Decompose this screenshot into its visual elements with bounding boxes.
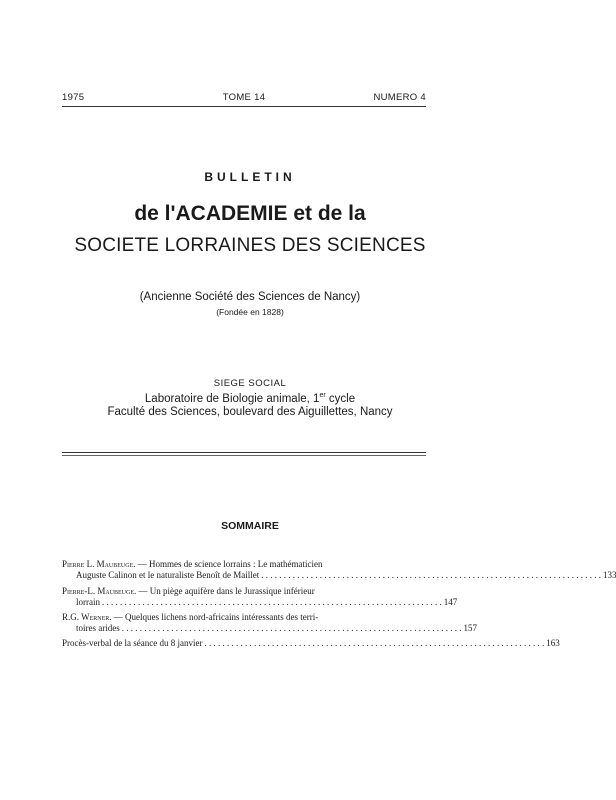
faculty-address: Faculté des Sciences, boulevard des Aiguillettes, Nancy [107,406,393,418]
toc-entry [62,612,477,634]
toc-leader-dots: . . . . . . . . . . . . . . . . . . . . . . . . . . . . . . . . . . . . . . . . . . . . . . . . . . . . . . . . . . . . . . . . . . . . . . . . . . . . [121,623,462,633]
siege-social-label: SIEGE SOCIAL [213,378,287,389]
toc-page-number: 147 [443,597,458,607]
title-line-1: de l'ACADEMIE et de la [134,202,366,225]
toc-entry [62,559,616,581]
toc-author: R.G. Werner. [62,612,112,622]
founded-date: (Fondée en 1828) [216,307,284,317]
toc-page-number: 157 [463,623,477,633]
toc-page-number: 163 [546,638,560,648]
toc-leader-dots: . . . . . . . . . . . . . . . . . . . . . . . . . . . . . . . . . . . . . . . . . . . . . . . . . . . . . . . . . . . . . . . . . . . . . . . . . . . . [102,597,442,607]
header-year: 1975 [62,92,85,103]
sommaire-heading: SOMMAIRE [221,520,279,532]
lab-prefix: Laboratoire de Biologie animale, 1 [144,392,320,405]
toc-leader-dots: . . . . . . . . . . . . . . . . . . . . . . . . . . . . . . . . . . . . . . . . . . . . . . . . . . . . . . . . . . . . . . . . . . . . . . . . . . . . [261,570,601,580]
section-rule-top [62,452,426,453]
toc-leader-dots: . . . . . . . . . . . . . . . . . . . . . . . . . . . . . . . . . . . . . . . . . . . . . . . . . . . . . . . . . . . . . . . . . . . . . . . . . . . . [204,638,545,648]
laboratory-address [30,392,470,405]
toc-title-line: — Un piège aquifère dans le Jurassique inférieur [136,586,315,596]
toc-author: Pierre L. Maubeuge. [62,559,136,569]
toc-author: Pierre-L. Maubeuge. [62,586,137,596]
toc-title-cont: toires arides [76,623,120,633]
toc-title-cont: Auguste Calinon et le naturaliste Benoît de Maillet [76,570,260,580]
lab-suffix: cycle [325,392,356,405]
header-tome: TOME 14 [222,92,266,103]
header-numero: NUMERO 4 [373,92,426,103]
bulletin-title: BULLETIN [204,170,296,184]
toc-title-cont: lorrain [76,597,100,607]
toc-entry [62,638,560,649]
section-rule-bottom [62,455,426,456]
lab-superscript: er [319,392,326,399]
toc-entry [62,586,458,608]
toc-title-line: Procès-verbal de la séance du 8 janvier [62,638,203,648]
title-line-2: SOCIETE LORRAINES DES SCIENCES [74,235,426,256]
toc-page-number: 133 [602,570,616,580]
subtitle: (Ancienne Société des Sciences de Nancy) [139,291,361,303]
toc-title-line: — Quelques lichens nord-africains intéressants des terri- [111,612,319,622]
header-rule [62,106,426,107]
toc-title-line: — Hommes de science lorrains : Le mathématicien [135,559,323,569]
